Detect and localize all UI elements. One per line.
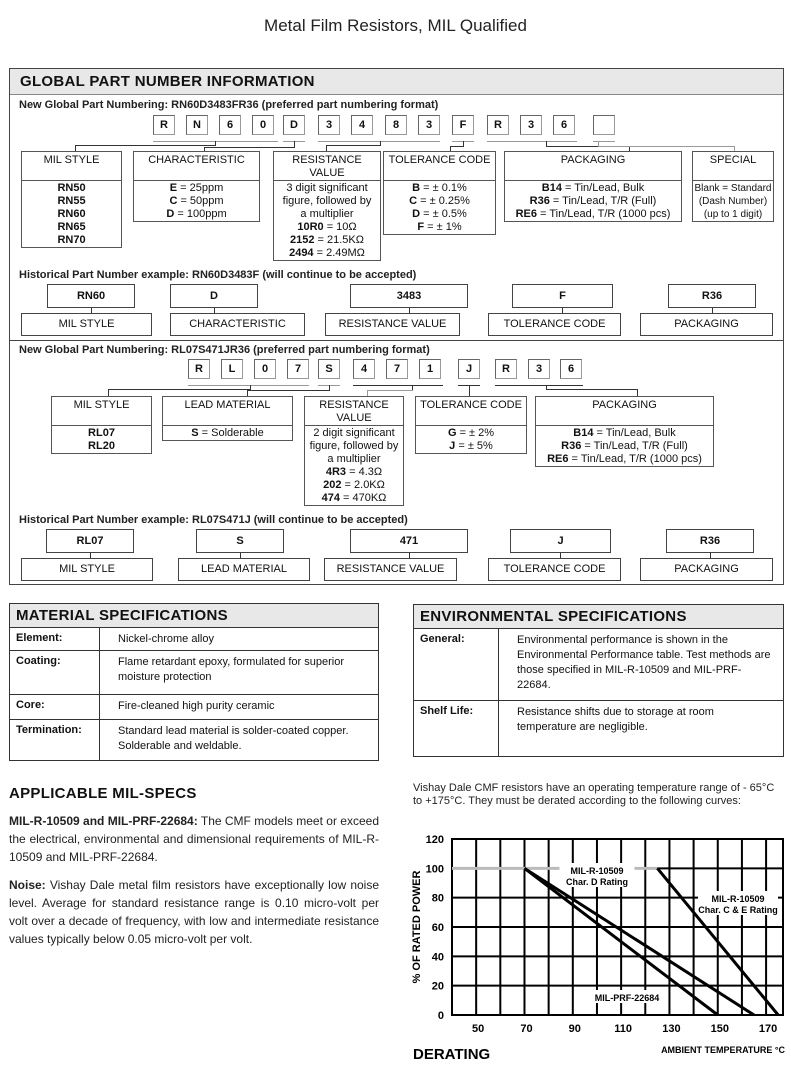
spec-row xyxy=(414,629,783,701)
y-tick-label: 100 xyxy=(425,863,444,876)
derating-chart xyxy=(405,825,791,1066)
category-header: MIL STYLE xyxy=(52,397,151,426)
category-value: D = ± 0.5% xyxy=(412,208,467,220)
rl-hist-label: Historical Part Number example: RL07S471J (will continue to be accepted) xyxy=(19,514,408,526)
char-box: 4 xyxy=(353,359,375,379)
category-value: 474 = 470KΩ xyxy=(321,492,387,504)
connector-line xyxy=(108,389,251,390)
section-heading: ENVIRONMENTAL SPECIFICATIONS xyxy=(414,605,783,629)
char-box: 6 xyxy=(553,115,575,135)
category-values xyxy=(505,181,681,221)
char-box: 7 xyxy=(287,359,309,379)
char-box: 4 xyxy=(351,115,373,135)
category-header: PACKAGING xyxy=(505,152,681,181)
connector-line xyxy=(637,389,638,396)
char-box: 8 xyxy=(385,115,407,135)
char-box: F xyxy=(452,115,474,135)
spec-key: Shelf Life: xyxy=(414,701,499,756)
category-value: RN50 xyxy=(57,182,86,194)
category-header: RESISTANCE VALUE xyxy=(305,397,403,426)
y-tick-label: 0 xyxy=(437,1010,444,1022)
y-tick-label: 20 xyxy=(431,980,444,993)
section-heading: GLOBAL PART NUMBER INFORMATION xyxy=(10,69,783,95)
annotation-label: MIL-R-10509 xyxy=(570,866,624,876)
spec-row xyxy=(10,651,378,695)
global-part-number-section xyxy=(9,68,784,585)
historical-label-box: PACKAGING xyxy=(640,313,773,336)
category-values xyxy=(536,426,713,466)
derating-intro: Vishay Dale CMF resistors have an operating temperature range of - 65°C to +175°C. They must be derated according to the following curves: xyxy=(413,782,775,807)
category-box xyxy=(51,396,152,454)
historical-value-box: F xyxy=(512,284,613,308)
spec-row xyxy=(414,701,783,756)
connector-line xyxy=(353,385,443,386)
connector-line xyxy=(593,141,615,142)
category-value: 2152 = 21.5KΩ xyxy=(290,234,364,246)
char-box: 3 xyxy=(528,359,550,379)
connector-line xyxy=(75,145,216,146)
category-values xyxy=(693,181,773,221)
x-tick-label: 50 xyxy=(472,1023,485,1035)
category-value: 2494 = 2.49MΩ xyxy=(289,247,365,259)
mil-specs-heading: APPLICABLE MIL-SPECS xyxy=(9,785,197,802)
char-box: R xyxy=(153,115,175,135)
category-value: 4R3 = 4.3Ω xyxy=(325,466,383,478)
annotation-label: Char. C & E Rating xyxy=(698,905,778,915)
char-box: S xyxy=(318,359,340,379)
historical-label-box: MIL STYLE xyxy=(21,558,153,581)
spec-row xyxy=(10,720,378,760)
category-value: J = ± 5% xyxy=(449,440,493,452)
connector-line xyxy=(487,141,577,142)
connector-line xyxy=(469,385,470,396)
spec-value: Environmental performance is shown in the Environmental Performance table. Test methods are those specified in MIL-R-10509 and MIL-PRF-22684. xyxy=(517,634,771,691)
category-value: a multiplier xyxy=(300,208,354,220)
category-header: SPECIAL xyxy=(693,152,773,181)
char-box: N xyxy=(186,115,208,135)
category-values xyxy=(416,426,526,453)
category-box xyxy=(304,396,404,506)
category-values xyxy=(52,426,151,453)
section-heading: MATERIAL SPECIFICATIONS xyxy=(10,604,378,628)
char-box xyxy=(593,115,615,135)
category-box xyxy=(21,151,122,248)
category-value: (Dash Number) xyxy=(698,196,768,207)
historical-label-box: MIL STYLE xyxy=(21,313,152,336)
category-header: TOLERANCE CODE xyxy=(416,397,526,426)
spec-key: Element: xyxy=(10,628,100,650)
spec-key: Termination: xyxy=(10,720,100,760)
spec-key: Coating: xyxy=(10,651,100,694)
char-box: R xyxy=(487,115,509,135)
material-specs-table xyxy=(9,603,379,761)
category-box xyxy=(504,151,682,222)
category-value: R36 = Tin/Lead, T/R (Full) xyxy=(561,440,688,452)
para-text: Vishay Dale metal film resistors have exceptionally low noise level. Average for standard resistance range is 0.10 micro-volt per volt over a decade of frequency, with low and intermediate resistance values typically below 0.05 micro-volt per volt. xyxy=(9,878,379,946)
historical-value-box: 471 xyxy=(350,529,468,553)
connector-line xyxy=(108,389,109,396)
historical-label-box: CHARACTERISTIC xyxy=(170,313,305,336)
category-header: CHARACTERISTIC xyxy=(134,152,259,181)
x-tick-label: 150 xyxy=(710,1023,729,1035)
category-value: (up to 1 digit) xyxy=(703,209,763,220)
historical-value-box: D xyxy=(170,284,258,308)
category-box xyxy=(692,151,774,222)
chart-title: DERATING xyxy=(413,1046,491,1063)
category-value: B14 = Tin/Lead, Bulk xyxy=(573,427,676,439)
connector-line xyxy=(450,146,464,147)
category-header: LEAD MATERIAL xyxy=(163,397,292,426)
x-tick-label: 170 xyxy=(758,1023,778,1035)
category-box xyxy=(273,151,381,261)
category-value: RN65 xyxy=(57,221,86,233)
historical-value-box: 3483 xyxy=(350,284,468,308)
x-tick-label: 110 xyxy=(614,1023,632,1035)
category-value: C = 50ppm xyxy=(169,195,224,207)
category-values xyxy=(305,426,403,505)
y-tick-label: 40 xyxy=(431,951,444,964)
historical-value-box: RL07 xyxy=(46,529,134,553)
category-value: R36 = Tin/Lead, T/R (Full) xyxy=(529,195,657,207)
category-value: RL20 xyxy=(88,440,115,452)
page-title: Metal Film Resistors, MIL Qualified xyxy=(264,16,527,35)
category-box xyxy=(162,396,293,441)
category-value: B14 = Tin/Lead, Bulk xyxy=(541,182,645,194)
x-axis-label: AMBIENT TEMPERATURE °C xyxy=(661,1045,785,1055)
char-box: 1 xyxy=(419,359,441,379)
annotation-label: MIL-PRF-22684 xyxy=(594,993,660,1003)
spec-value: Resistance shifts due to storage at room temperature are negligible. xyxy=(517,706,714,733)
category-box xyxy=(133,151,260,222)
char-box: 0 xyxy=(252,115,274,135)
category-values xyxy=(22,181,121,247)
historical-label-box: LEAD MATERIAL xyxy=(178,558,310,581)
category-value: 202 = 2.0KΩ xyxy=(323,479,385,491)
connector-line xyxy=(318,141,440,142)
historical-label-box: RESISTANCE VALUE xyxy=(325,313,460,336)
historical-value-box: R36 xyxy=(668,284,756,308)
historical-label-box: TOLERANCE CODE xyxy=(488,313,621,336)
historical-label-box: RESISTANCE VALUE xyxy=(324,558,457,581)
annotation-label: MIL-R-10509 xyxy=(711,894,765,904)
char-box: 6 xyxy=(219,115,241,135)
x-tick-label: 90 xyxy=(568,1023,581,1035)
char-box: R xyxy=(188,359,210,379)
x-tick-label: 70 xyxy=(520,1023,533,1035)
y-tick-label: 60 xyxy=(431,922,444,934)
category-header: MIL STYLE xyxy=(22,152,121,181)
environmental-specs-table xyxy=(413,604,784,757)
para-bold: MIL-R-10509 and MIL-PRF-22684: xyxy=(9,814,198,828)
category-value: B = ± 0.1% xyxy=(412,182,467,194)
historical-value-box: RN60 xyxy=(47,284,135,308)
category-values xyxy=(134,181,259,221)
category-box xyxy=(535,396,714,467)
char-box: R xyxy=(495,359,517,379)
category-value: figure, followed by xyxy=(309,440,399,452)
spec-row xyxy=(10,695,378,720)
category-value: Blank = Standard xyxy=(694,183,772,194)
connector-line xyxy=(546,389,638,390)
category-value: RE6 = Tin/Lead, T/R (1000 pcs) xyxy=(547,453,702,465)
spec-value: Fire-cleaned high purity ceramic xyxy=(118,700,275,712)
category-value: F = ± 1% xyxy=(417,221,462,233)
rl-new-label: New Global Part Numbering: RL07S471JR36 (preferred part numbering format) xyxy=(19,344,430,356)
spec-key: General: xyxy=(414,629,499,700)
char-box: 3 xyxy=(418,115,440,135)
para-bold: Noise: xyxy=(9,878,46,892)
category-value: 10R0 = 10Ω xyxy=(297,221,357,233)
category-box xyxy=(415,396,527,454)
historical-label-box: TOLERANCE CODE xyxy=(488,558,621,581)
category-value: RL07 xyxy=(88,427,115,439)
connector-line xyxy=(247,390,330,391)
spec-key: Core: xyxy=(10,695,100,719)
connector-line xyxy=(204,147,295,148)
char-box: L xyxy=(221,359,243,379)
rn-new-label: New Global Part Numbering: RN60D3483FR36 (preferred part numbering format) xyxy=(19,99,439,111)
category-value: D = 100ppm xyxy=(166,208,227,220)
category-header: PACKAGING xyxy=(536,397,713,426)
category-value: RN70 xyxy=(57,234,86,246)
char-box: 3 xyxy=(318,115,340,135)
para-text: The CMF models meet or exceed the electrical, environmental and dimensional requirements of MIL-R-10509 and MIL-PRF-22684. xyxy=(9,814,379,864)
historical-value-box: S xyxy=(196,529,284,553)
char-box: 3 xyxy=(520,115,542,135)
connector-line xyxy=(367,390,413,391)
historical-label-box: PACKAGING xyxy=(640,558,773,581)
char-box: 6 xyxy=(560,359,582,379)
category-value: 3 digit significant xyxy=(286,182,368,194)
connector-line xyxy=(495,385,583,386)
y-tick-label: 80 xyxy=(431,892,444,905)
category-value: G = ± 2% xyxy=(447,427,495,439)
mil-specs-paragraph xyxy=(9,812,379,866)
category-value: 2 digit significant xyxy=(313,427,395,439)
y-axis-label: % OF RATED POWER xyxy=(411,870,423,984)
category-values xyxy=(163,426,292,440)
spec-value: Flame retardant epoxy, formulated for superior moisture protection xyxy=(118,656,345,683)
category-value: RN55 xyxy=(57,195,86,207)
category-value: RN60 xyxy=(57,208,86,220)
historical-value-box: J xyxy=(510,529,611,553)
noise-paragraph xyxy=(9,876,379,948)
category-header: RESISTANCE VALUE xyxy=(274,152,380,181)
category-header: TOLERANCE CODE xyxy=(384,152,495,181)
connector-line xyxy=(598,146,734,147)
y-tick-label: 120 xyxy=(425,834,444,846)
spec-value: Nickel-chrome alloy xyxy=(118,633,214,645)
spec-value: Standard lead material is solder-coated copper. Solderable and weldable. xyxy=(118,725,349,752)
connector-line xyxy=(326,145,381,146)
category-value: a multiplier xyxy=(327,453,381,465)
category-value: figure, followed by xyxy=(282,195,372,207)
char-box: D xyxy=(283,115,305,135)
x-tick-label: 130 xyxy=(662,1023,681,1035)
category-value: C = ± 0.25% xyxy=(409,195,470,207)
char-box: 7 xyxy=(386,359,408,379)
category-box xyxy=(383,151,496,235)
category-value: E = 25ppm xyxy=(169,182,224,194)
annotation-label: Char. D Rating xyxy=(565,877,629,887)
category-values xyxy=(384,181,495,234)
category-value: RE6 = Tin/Lead, T/R (1000 pcs) xyxy=(515,208,671,220)
divider xyxy=(10,340,783,341)
char-box: J xyxy=(458,359,480,379)
spec-row xyxy=(10,628,378,651)
char-box: 0 xyxy=(254,359,276,379)
rn-hist-label: Historical Part Number example: RN60D3483F (will continue to be accepted) xyxy=(19,269,417,281)
category-values xyxy=(274,181,380,260)
connector-line xyxy=(188,385,309,386)
category-value: S = Solderable xyxy=(191,427,264,439)
historical-value-box: R36 xyxy=(666,529,754,553)
